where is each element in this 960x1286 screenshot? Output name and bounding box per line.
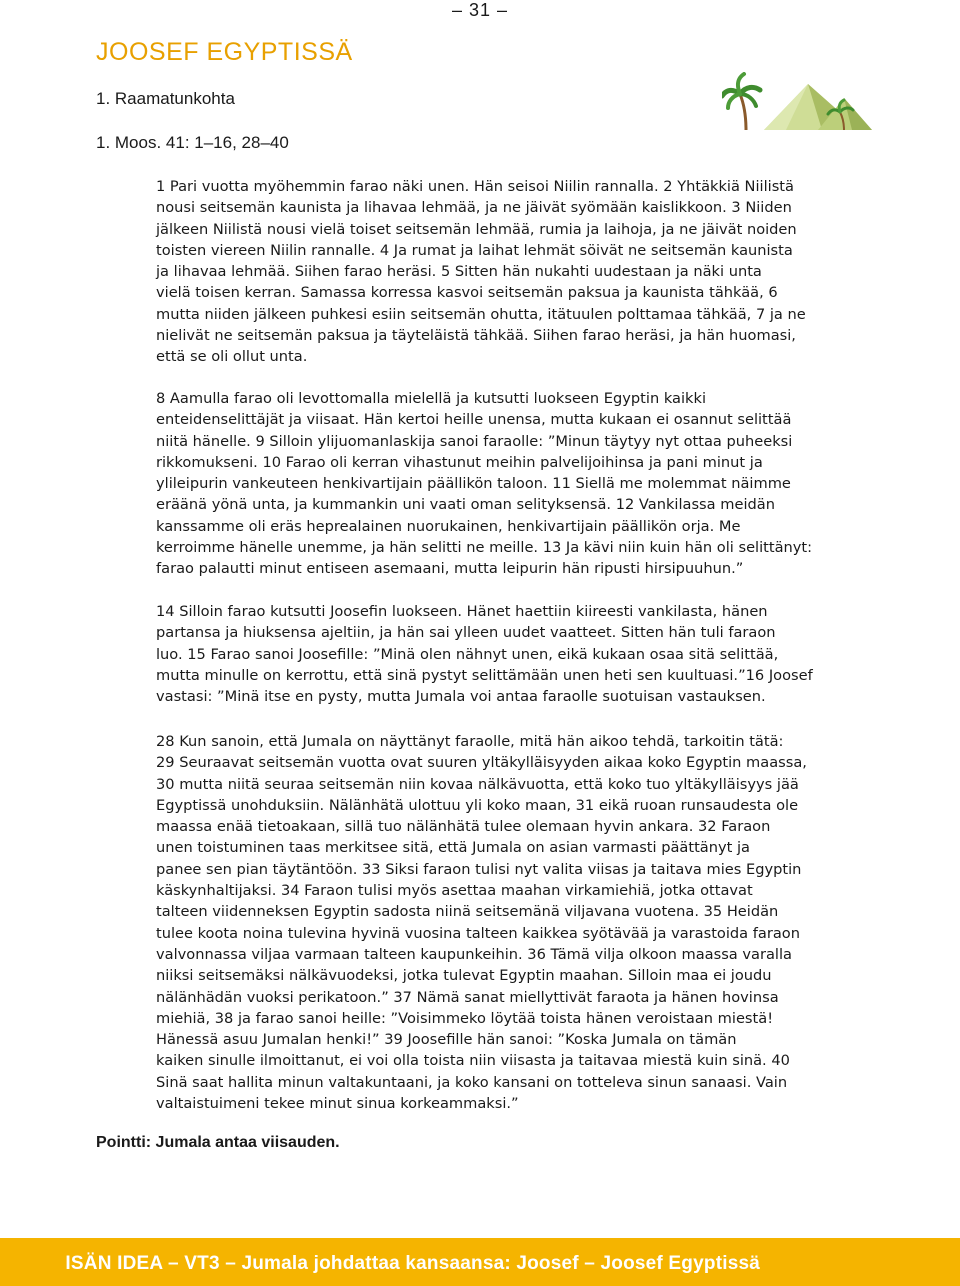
text-line: valvonnassa viljaa varmaan talteen kaupunkeihin. 36 Tämä vilja olkoon maassa varalla	[156, 945, 792, 963]
text-line: ylileipurin vankeuteen henkivartijain päällikön taloon. 11 Siellä me molemmat näimme	[156, 475, 791, 493]
text-line: vastasi: ”Minä itse en pysty, mutta Jumala voi antaa faraolle suotuisan vastauksen.	[156, 688, 766, 706]
text-line: niitä hänelle. 9 Silloin ylijuomanlaskija sanoi faraolle: ”Minun täytyy nyt ottaa puheeksi	[156, 432, 793, 450]
page-number: – 31 –	[451, 0, 509, 20]
text-line: mutta minulle on kerrottu, että sinä pystyt selittämään unen heti sen kuultuasi.”16 Joosef	[156, 666, 813, 684]
bible-reference: 1. Moos. 41: 1–16, 28–40	[96, 133, 289, 152]
text-line: eräänä yönä unta, ja kummankin uni vaati oman selityksensä. 12 Vankilassa meidän	[156, 496, 775, 514]
text-line: niiksi seitsemäksi nälkävuodeksi, jotka tulevat Egyptin maahan. Silloin maa ei joudu	[156, 967, 772, 985]
text-line: farao palautti minut entiseen asemaani, mutta leipurin hän ripusti hirsipuuhun.”	[156, 560, 744, 578]
pyramids-palm-trees-icon	[722, 72, 872, 134]
scripture-paragraph-1	[156, 176, 846, 368]
text-line: vielä toisen kerran. Samassa korressa kasvoi seitsemän paksua ja kaunista tähkää, 6	[156, 284, 778, 302]
footer-text: ISÄN IDEA – VT3 – Jumala johdattaa kansaansa: Joosef – Joosef Egyptissä	[65, 1253, 760, 1274]
text-line: unen toistuminen taas merkitsee sitä, että Jumala on asian varmasti päättänyt ja	[156, 839, 750, 857]
text-line: partansa ja hiuksensa ajeltiin, ja hän sai ylleen uudet vaatteet. Sitten hän tuli faraon	[156, 624, 776, 642]
text-line: jälkeen Niilistä nousi vielä toiset seitsemän lehmää, rumia ja laihoja, ja ne jäivät noiden	[156, 220, 797, 238]
text-line: maassa enää tietoakaan, sillä tuo nälänhätä tulee olemaan hyvin ankara. 32 Faraon	[156, 818, 771, 836]
text-line: panee sen pian täytäntöön. 33 Siksi faraon tulisi nyt valita viisas ja taitava mies Egyptin	[156, 860, 802, 878]
text-line: kanssamme oli eräs heprealainen nuorukainen, henkivartijain päällikön orja. Me	[156, 517, 741, 535]
text-line: 14 Silloin farao kutsutti Joosefin luokseen. Hänet haettiin kiireesti vankilasta, hänen	[156, 603, 768, 620]
text-line: nousi seitsemän kaunista ja lihavaa lehmää, ja ne jäivät syömään kaislikkoon. 3 Niiden	[156, 199, 792, 217]
section-heading: 1. Raamatunkohta	[96, 89, 235, 108]
text-line: miehiä, 38 ja farao sanoi heille: ”Voisimmeko löytää toista hänen veroistaan miestä!	[156, 1009, 774, 1027]
text-line: rikkomukseni. 10 Farao oli kerran vihastunut meihin palvelijoihinsa ja pani minut ja	[156, 453, 763, 471]
lesson-point: Pointti: Jumala antaa viisauden.	[96, 1134, 340, 1151]
footer-bar	[0, 1238, 960, 1286]
text-line: toisten viereen Niilin rannalle. 4 Ja rumat ja laihat lehmät söivät ne seitsemän kaunista	[156, 241, 793, 259]
text-line: Sinä saat hallita minun valtakuntaani, ja koko kansani on totteleva sinun sanaasi. Vain	[156, 1073, 788, 1091]
text-line: kaiken sinulle ilmoittanut, ei voi olla toista niin viisasta ja taitavaa miestä kuin sinä. 40	[156, 1052, 790, 1070]
text-line: mutta niiden jälkeen puhkesi esiin seitsemän ohutta, itätuulen polttamaa tähkää, 7 ja ne	[156, 305, 806, 323]
text-line: talteen viidenneksen Egyptin sadosta niinä seitsemänä viljavana vuotena. 35 Heidän	[156, 903, 779, 921]
text-line: Hänessä asuu Jumalan henki!” 39 Joosefille hän sanoi: ”Koska Jumala on tämän	[156, 1031, 737, 1049]
scripture-paragraph-4	[156, 731, 846, 1114]
text-line: ja lihavaa lehmää. Siihen farao heräsi. 5 Sitten hän nukahti uudestaan ja näki unta	[156, 263, 762, 281]
text-line: kerroimme hänelle unemme, ja hän selitti ne meille. 13 Ja kävi niin kuin hän oli selittänyt:	[156, 539, 813, 557]
text-line: luo. 15 Farao sanoi Joosefille: ”Minä olen nähnyt unen, eikä kukaan osaa sitä selittää,	[156, 645, 779, 663]
page-title: JOOSEF EGYPTISSÄ	[96, 38, 353, 66]
text-line: tulee koota noina tulevina hyvinä vuosina talteen kaikkea syötävää ja varastoida faraon	[156, 924, 800, 942]
text-line: 28 Kun sanoin, että Jumala on näyttänyt faraolle, mitä hän aikoo tehdä, tarkoitin tätä:	[156, 733, 784, 750]
text-line: 30 mutta niitä seuraa seitsemän niin kovaa nälkävuotta, että koko tuo yltäkylläisyys jää	[156, 775, 799, 793]
text-line: 8 Aamulla farao oli levottomalla mielellä ja kutsutti luokseen Egyptin kaikki	[156, 390, 707, 407]
text-line: käskynhaltijaksi. 34 Faraon tulisi myös asettaa maahan virkamiehiä, jotka ottavat	[156, 882, 753, 900]
text-line: 1 Pari vuotta myöhemmin farao näki unen. Hän seisoi Niilin rannalla. 2 Yhtäkkiä Niilistä	[156, 178, 794, 195]
text-line: Egyptissä unohduksiin. Nälänhätä ulottuu yli koko maan, 31 eikä ruoan runsaudesta ole	[156, 796, 799, 814]
text-line: 29 Seuraavat seitsemän vuotta ovat suuren yltäkylläisyyden aikaa koko Egyptin maassa,	[156, 754, 807, 772]
text-line: nälänhädän vuoksi perikatoon.” 37 Nämä sanat miellyttivät faraota ja hänen hovinsa	[156, 988, 779, 1006]
scripture-paragraph-3	[156, 601, 846, 707]
scripture-paragraph-2	[156, 388, 846, 580]
text-line: nielivät ne seitsemän paksua ja täyteläistä tähkää. Siihen farao heräsi, ja hän huomasi,	[156, 327, 796, 345]
text-line: enteidenselittäjät ja viisaat. Hän kertoi heille unensa, mutta kukaan ei osannut selittää	[156, 411, 792, 429]
text-line: että se oli ollut unta.	[156, 348, 308, 366]
text-line: valtaistuimeni tekee minut sinua korkeammaksi.”	[156, 1095, 519, 1113]
